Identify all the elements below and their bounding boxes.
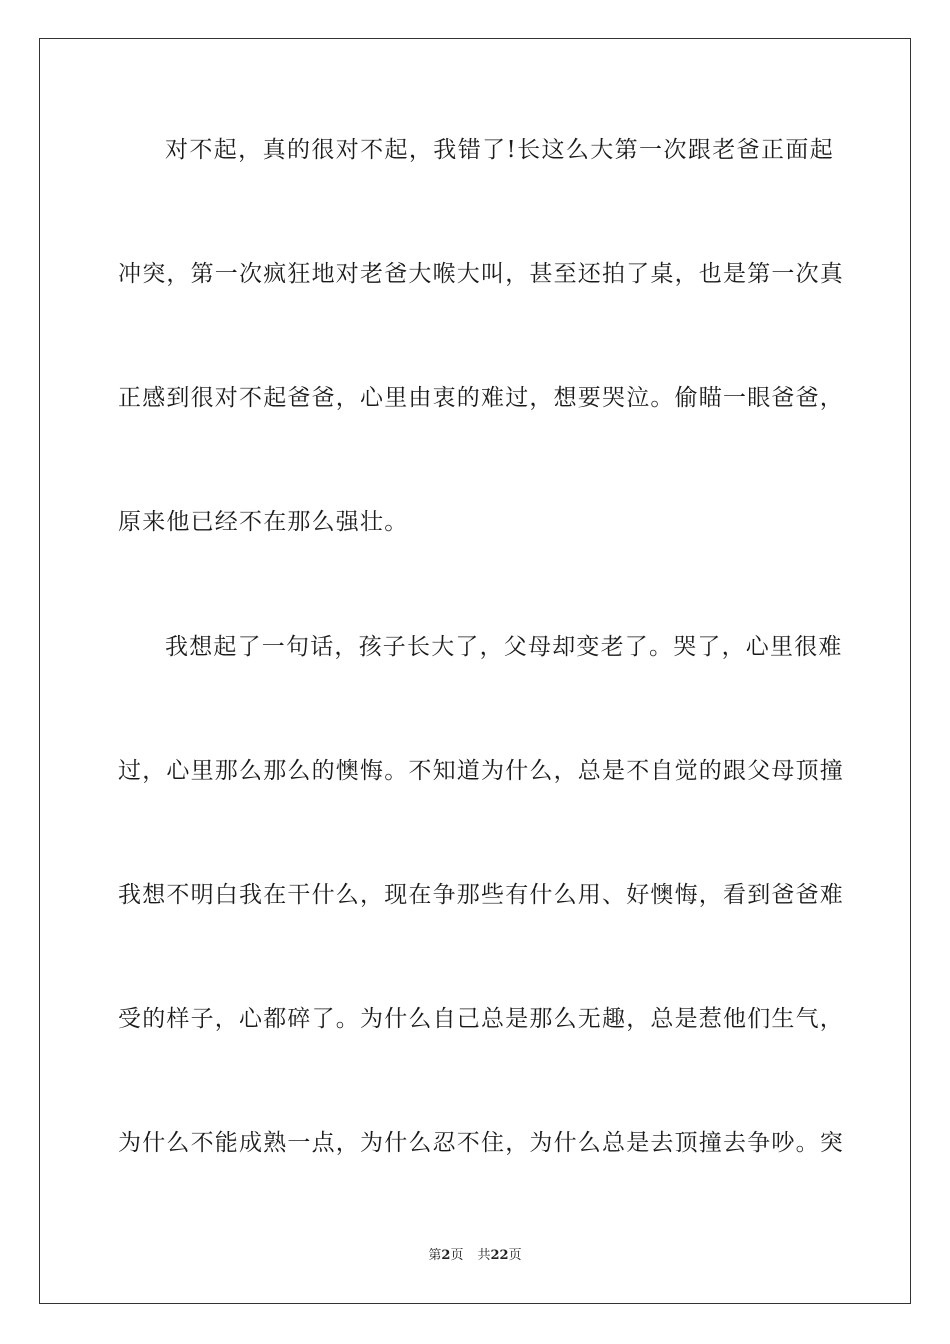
total-suffix: 页 (508, 1248, 522, 1263)
paragraph-2-line-3: 我想不明白我在干什么，现在争那些有什么用、好懊悔，看到爸爸难 (118, 882, 844, 908)
paragraph-2-line-1: 我想起了一句话，孩子长大了，父母却变老了。哭了，心里很难 (165, 634, 843, 660)
page-footer (0, 1247, 950, 1265)
current-page-number: 2 (441, 1248, 451, 1263)
total-page-count: 22 (490, 1248, 509, 1263)
page-prefix: 第 (428, 1248, 442, 1263)
paragraph-1-line-2: 冲突，第一次疯狂地对老爸大喉大叫，甚至还拍了桌，也是第一次真 (118, 261, 844, 287)
paragraph-2-line-5: 为什么不能成熟一点，为什么忍不住，为什么总是去顶撞去争吵。突 (118, 1130, 844, 1156)
total-prefix: 共 (477, 1248, 491, 1263)
paragraph-1-line-1: 对不起，真的很对不起，我错了!长这么大第一次跟老爸正面起 (165, 137, 834, 163)
page-border (39, 38, 911, 1304)
paragraph-1-line-3: 正感到很对不起爸爸，心里由衷的难过，想要哭泣。偷瞄一眼爸爸， (118, 385, 844, 411)
page-suffix: 页 (450, 1248, 464, 1263)
paragraph-2-line-2: 过，心里那么那么的懊悔。不知道为什么，总是不自觉的跟父母顶撞 (118, 758, 844, 784)
paragraph-2-line-4: 受的样子，心都碎了。为什么自己总是那么无趣，总是惹他们生气， (118, 1006, 844, 1032)
paragraph-1-line-4: 原来他已经不在那么强壮。 (118, 509, 409, 535)
